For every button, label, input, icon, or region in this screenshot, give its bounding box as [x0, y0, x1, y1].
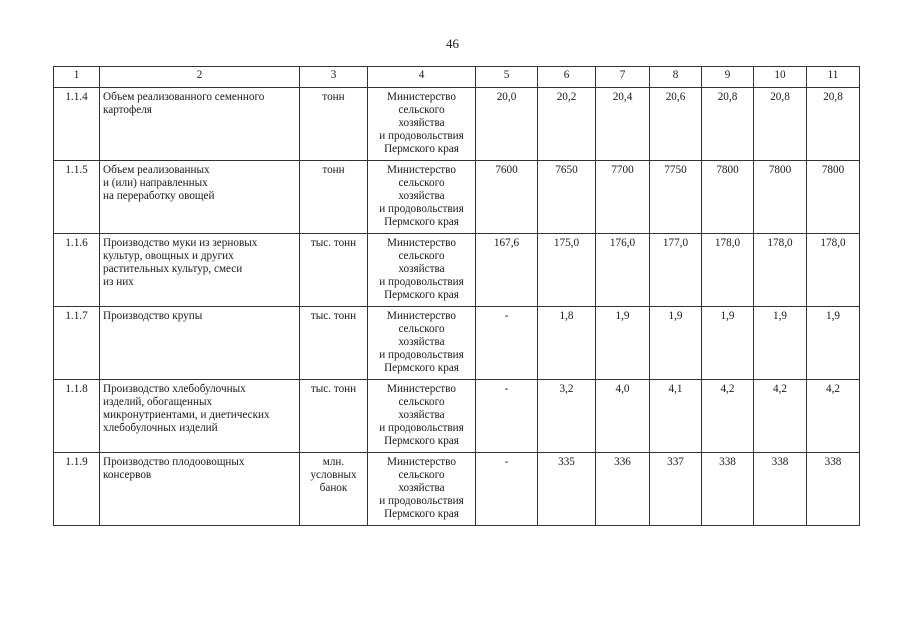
row-number: 1.1.6: [54, 234, 100, 307]
responsible-organization: Министерство сельского хозяйства и продовольствия Пермского края: [368, 234, 476, 307]
page-number: 46: [446, 36, 459, 51]
column-header-1: 1: [54, 67, 100, 88]
value-cell: 177,0: [650, 234, 702, 307]
table-row: [54, 307, 860, 380]
column-header-7: 7: [596, 67, 650, 88]
value-cell: 178,0: [807, 234, 860, 307]
column-header-6: 6: [538, 67, 596, 88]
value-cell: 1,9: [650, 307, 702, 380]
value-cell: 338: [807, 453, 860, 526]
unit-of-measure: тонн: [300, 161, 368, 234]
unit-of-measure: тыс. тонн: [300, 234, 368, 307]
value-cell: 338: [702, 453, 754, 526]
column-header-8: 8: [650, 67, 702, 88]
value-cell: 7800: [702, 161, 754, 234]
value-cell: 1,9: [702, 307, 754, 380]
header-row: [54, 67, 860, 88]
value-cell: 20,8: [754, 88, 807, 161]
value-cell: 335: [538, 453, 596, 526]
responsible-organization: Министерство сельского хозяйства и продовольствия Пермского края: [368, 453, 476, 526]
value-cell: 1,9: [754, 307, 807, 380]
row-number: 1.1.7: [54, 307, 100, 380]
value-cell: 4,1: [650, 380, 702, 453]
value-cell: 178,0: [754, 234, 807, 307]
value-cell: 7800: [807, 161, 860, 234]
column-header-5: 5: [476, 67, 538, 88]
responsible-organization: Министерство сельского хозяйства и продовольствия Пермского края: [368, 161, 476, 234]
value-cell: -: [476, 307, 538, 380]
value-cell: 338: [754, 453, 807, 526]
value-cell: 1,9: [596, 307, 650, 380]
responsible-organization: Министерство сельского хозяйства и продовольствия Пермского края: [368, 380, 476, 453]
table-row: [54, 88, 860, 161]
responsible-organization: Министерство сельского хозяйства и продовольствия Пермского края: [368, 88, 476, 161]
value-cell: -: [476, 380, 538, 453]
column-header-10: 10: [754, 67, 807, 88]
column-header-4: 4: [368, 67, 476, 88]
indicator-name: Объем реализованного семенного картофеля: [100, 88, 300, 161]
value-cell: 336: [596, 453, 650, 526]
value-cell: 20,6: [650, 88, 702, 161]
value-cell: 7600: [476, 161, 538, 234]
column-header-3: 3: [300, 67, 368, 88]
column-header-11: 11: [807, 67, 860, 88]
value-cell: 20,8: [807, 88, 860, 161]
value-cell: 20,8: [702, 88, 754, 161]
value-cell: 7650: [538, 161, 596, 234]
value-cell: 1,9: [807, 307, 860, 380]
row-number: 1.1.4: [54, 88, 100, 161]
row-number: 1.1.9: [54, 453, 100, 526]
table-header: [54, 67, 860, 88]
value-cell: 176,0: [596, 234, 650, 307]
value-cell: 4,2: [807, 380, 860, 453]
value-cell: 7800: [754, 161, 807, 234]
value-cell: 20,4: [596, 88, 650, 161]
value-cell: 337: [650, 453, 702, 526]
value-cell: 3,2: [538, 380, 596, 453]
value-cell: 1,8: [538, 307, 596, 380]
value-cell: 4,2: [754, 380, 807, 453]
indicator-name: Производство муки из зерновых культур, овощных и других растительных культур, смеси из них: [100, 234, 300, 307]
value-cell: 178,0: [702, 234, 754, 307]
value-cell: 7750: [650, 161, 702, 234]
unit-of-measure: тонн: [300, 88, 368, 161]
table-row: [54, 234, 860, 307]
table-row: [54, 380, 860, 453]
column-header-9: 9: [702, 67, 754, 88]
indicator-name: Объем реализованных и (или) направленных на переработку овощей: [100, 161, 300, 234]
unit-of-measure: тыс. тонн: [300, 380, 368, 453]
table-body: [54, 88, 860, 526]
unit-of-measure: тыс. тонн: [300, 307, 368, 380]
indicator-name: Производство крупы: [100, 307, 300, 380]
value-cell: 4,2: [702, 380, 754, 453]
table-row: [54, 453, 860, 526]
table-row: [54, 161, 860, 234]
indicator-name: Производство плодоовощных консервов: [100, 453, 300, 526]
row-number: 1.1.8: [54, 380, 100, 453]
value-cell: 167,6: [476, 234, 538, 307]
value-cell: -: [476, 453, 538, 526]
column-header-2: 2: [100, 67, 300, 88]
responsible-organization: Министерство сельского хозяйства и продовольствия Пермского края: [368, 307, 476, 380]
value-cell: 7700: [596, 161, 650, 234]
indicator-name: Производство хлебобулочных изделий, обогащенных микронутриентами, и диетических хлебобулочных изделий: [100, 380, 300, 453]
unit-of-measure: млн. условных банок: [300, 453, 368, 526]
row-number: 1.1.5: [54, 161, 100, 234]
value-cell: 20,2: [538, 88, 596, 161]
value-cell: 175,0: [538, 234, 596, 307]
value-cell: 20,0: [476, 88, 538, 161]
indicators-table: [53, 66, 860, 526]
value-cell: 4,0: [596, 380, 650, 453]
